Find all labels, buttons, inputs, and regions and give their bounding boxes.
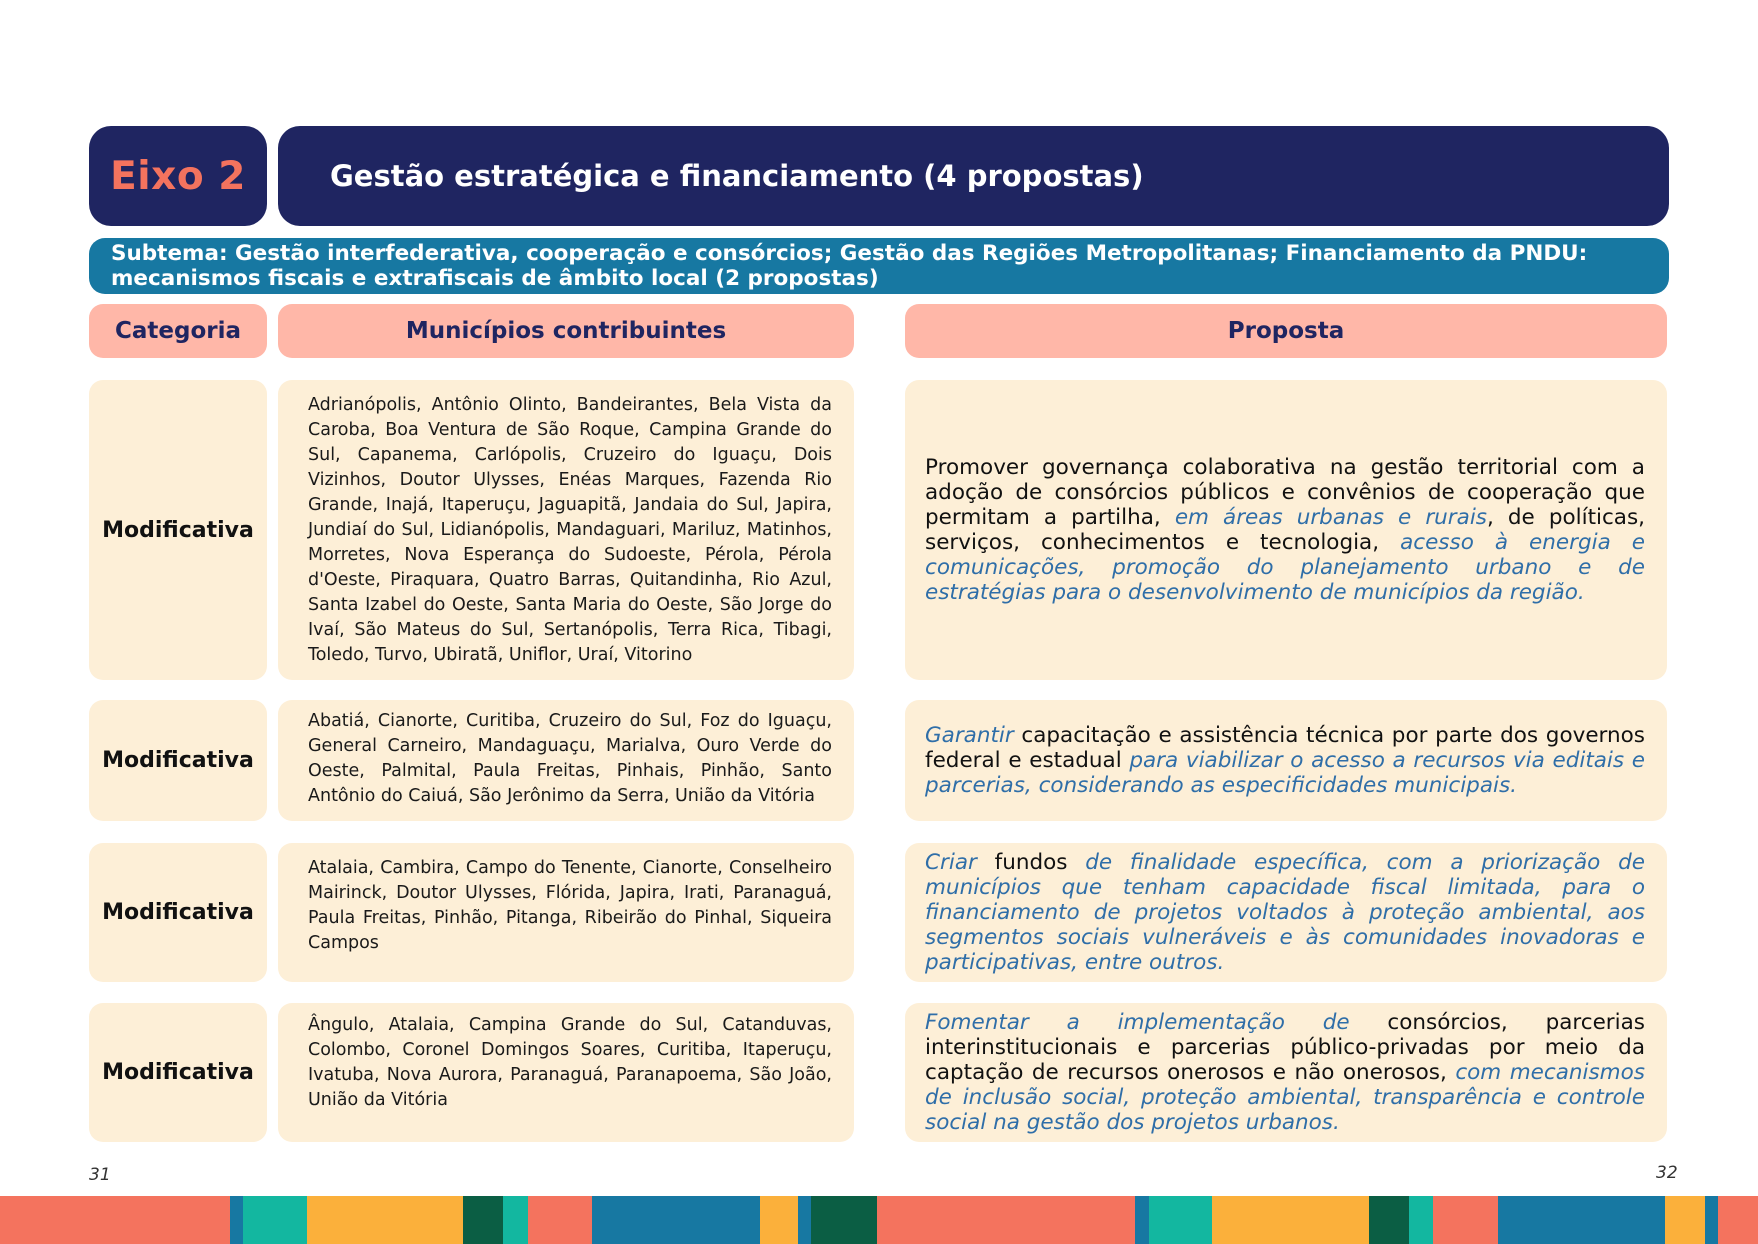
- row-2-municipios: Abatiá, Cianorte, Curitiba, Cruzeiro do Sul, Foz do Iguaçu, General Carneiro, Mandaguaçu, Marialva, Ouro Verde do Oeste, Palmital, Paula Freitas, Pinhais, Pinhão, Santo Antônio do Caiuá, São Jerônimo da Serra, União da Vitória: [278, 700, 854, 821]
- row-1-categoria: Modificativa: [89, 380, 267, 680]
- proposta-emphasis-segment: acesso à energia e comunicações, promoção do planejamento urbano e de estratégias para o desenvolvimento de municípios da região.: [925, 530, 1645, 605]
- subtema-banner: [89, 238, 1669, 294]
- row-4-proposta-text: [925, 1010, 1645, 1135]
- page-title: Gestão estratégica e financiamento (4 propostas): [330, 159, 1144, 193]
- row-1-proposta: [905, 380, 1667, 680]
- row-2-proposta: [905, 700, 1667, 821]
- proposta-emphasis-segment: para viabilizar o acesso a recursos via editais e parcerias, considerando as especificidades municipais.: [925, 748, 1645, 798]
- row-2-categoria: Modificativa: [89, 700, 267, 821]
- eixo-badge: [89, 126, 267, 226]
- subtema-line-2: mecanismos fiscais e extrafiscais de âmbito local (2 propostas): [111, 266, 879, 291]
- page-number-left: 31: [89, 1165, 111, 1185]
- subtema-line-1: Subtema: Gestão interfederativa, cooperação e consórcios; Gestão das Regiões Metropolitanas; Financiamento da PNDU:: [111, 241, 1588, 266]
- proposta-emphasis-segment: Criar: [925, 850, 977, 875]
- column-header-municipios: Municípios contribuintes: [278, 304, 854, 358]
- proposta-emphasis-segment: Garantir: [925, 723, 1014, 748]
- row-3-municipios: Atalaia, Cambira, Campo do Tenente, Cianorte, Conselheiro Mairinck, Doutor Ulysses, Flórida, Japira, Irati, Paranaguá, Paula Freitas, Pinhão, Pitanga, Ribeirão do Pinhal, Siqueira Campos: [278, 843, 854, 982]
- title-banner: [278, 126, 1669, 226]
- row-4-proposta: [905, 1003, 1667, 1142]
- subtema-text: [111, 241, 1587, 291]
- row-3-categoria: Modificativa: [89, 843, 267, 982]
- proposta-emphasis-segment: Fomentar a implementação de: [925, 1010, 1350, 1035]
- row-1-proposta-text: [925, 455, 1645, 605]
- eixo-label: Eixo 2: [110, 153, 246, 199]
- column-header-proposta: Proposta: [905, 304, 1667, 358]
- proposta-text-segment: fundos: [976, 850, 1086, 875]
- row-4-categoria: Modificativa: [89, 1003, 267, 1142]
- proposta-emphasis-segment: com mecanismos de inclusão social, proteção ambiental, transparência e controle social na gestão dos projetos urbanos.: [925, 1060, 1645, 1135]
- row-3-proposta: [905, 843, 1667, 982]
- proposta-text-segment: capacitação e assistência técnica por parte dos governos federal e estadual: [925, 723, 1645, 773]
- row-3-proposta-text: [925, 850, 1645, 975]
- row-1-municipios: Adrianópolis, Antônio Olinto, Bandeirantes, Bela Vista da Caroba, Boa Ventura de São Roque, Campina Grande do Sul, Capanema, Carlópolis, Cruzeiro do Iguaçu, Dois Vizinhos, Doutor Ulysses, Enéas Marques, Fazenda Rio Grande, Inajá, Itaperuçu, Jaguapitã, Jandaia do Sul, Japira, Jundiaí do Sul, Lidianópolis, Mandaguari, Mariluz, Matinhos, Morretes, Nova Esperança do Sudoeste, Pérola, Pérola d'Oeste, Piraquara, Quatro Barras, Quitandinha, Rio Azul, Santa Izabel do Oeste, Santa Maria do Oeste, São Jorge do Ivaí, São Mateus do Sul, Sertanópolis, Terra Rica, Tibagi, Toledo, Turvo, Ubiratã, Uniflor, Uraí, Vitorino: [278, 380, 854, 680]
- proposta-text-segment: Promover governança colaborativa na gestão territorial com a adoção de consórcios públicos e convênios de cooperação que permitam a partilha,: [925, 455, 1645, 530]
- column-header-categoria: Categoria: [89, 304, 267, 358]
- row-2-proposta-text: [925, 723, 1645, 798]
- proposta-text-segment: consórcios, parcerias interinstitucionais e parcerias público-privadas por meio da captação de recursos onerosos e não onerosos,: [925, 1010, 1645, 1085]
- row-4-municipios: Ângulo, Atalaia, Campina Grande do Sul, Catanduvas, Colombo, Coronel Domingos Soares, Curitiba, Itaperuçu, Ivatuba, Nova Aurora, Paranaguá, Paranapoema, São João, União da Vitória: [278, 1003, 854, 1142]
- proposta-text-segment: , de políticas, serviços, conhecimentos e tecnologia,: [925, 505, 1645, 555]
- page-number-right: 32: [1656, 1163, 1678, 1183]
- proposta-emphasis-segment: de finalidade específica, com a priorização de municípios que tenham capacidade fiscal limitada, para o financiamento de projetos voltados à proteção ambiental, aos segmentos sociais vulneráveis e às comunidades inovadoras e participativas, entre outros.: [925, 850, 1645, 975]
- proposta-emphasis-segment: em áreas urbanas e rurais: [1174, 505, 1487, 530]
